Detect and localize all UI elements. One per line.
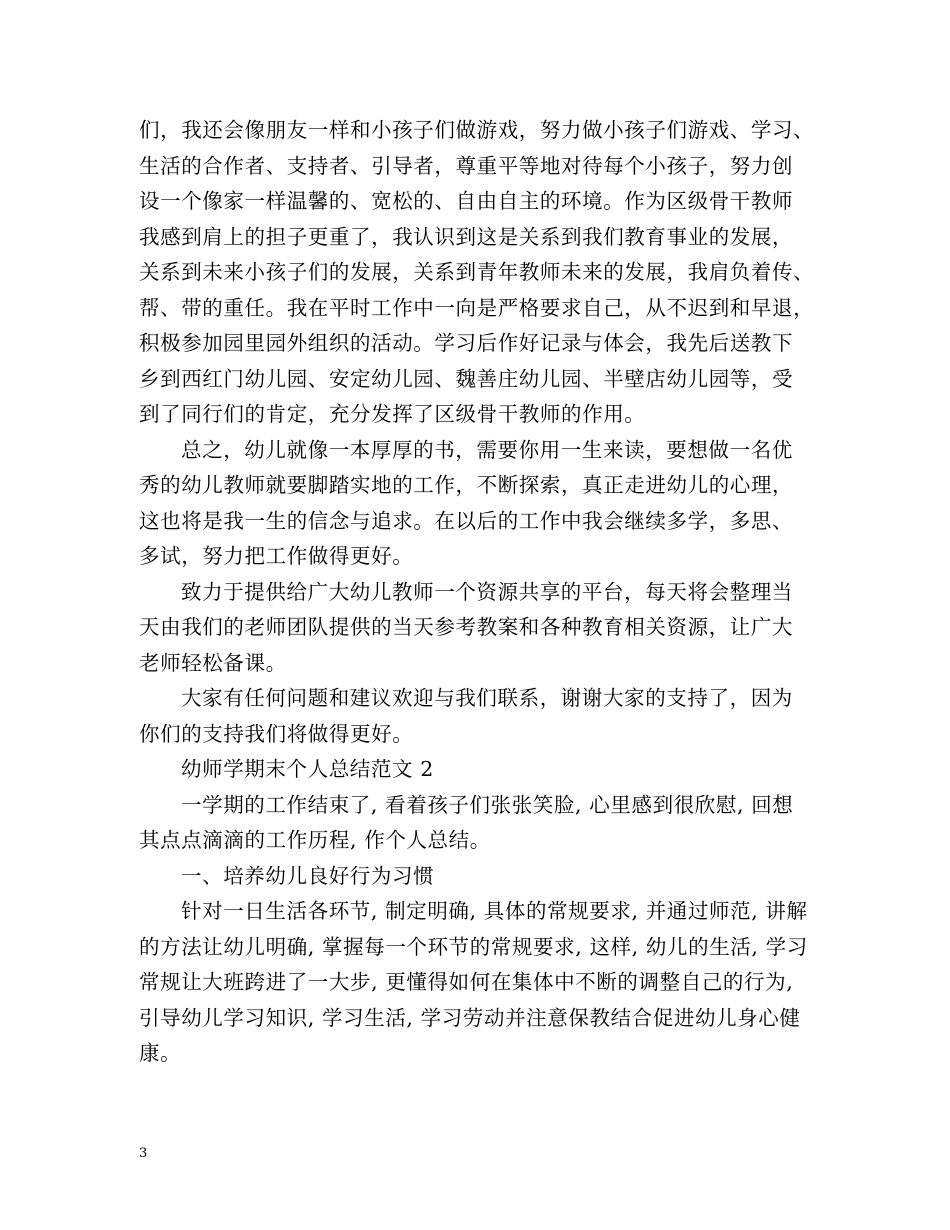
text-line: 生活的合作者、支持者、引导者，尊重平等地对待每个小孩子，努力创	[139, 153, 794, 178]
text-line: 你们的支持我们将做得更好。	[139, 721, 414, 746]
text-line: 引导幼儿学习知识, 学习生活, 学习劳动并注意保教结合促进幼儿身心健	[139, 1005, 801, 1030]
text-line: 大家有任何问题和建议欢迎与我们联系，谢谢大家的支持了，因为	[181, 686, 793, 710]
text-line: 秀的幼儿教师就要脚踏实地的工作，不断探索，真正走进幼儿的心理，	[139, 473, 794, 497]
text-line: 多试，努力把工作做得更好。	[139, 544, 414, 568]
text-line: 其点点滴滴的工作历程, 作个人总结。	[139, 828, 491, 852]
text-line: 这也将是我一生的信念与追求。在以后的工作中我会继续多学，多思、	[139, 508, 794, 533]
text-line: 幼师学期末个人总结范文 2	[181, 757, 434, 781]
text-line: 一学期的工作结束了, 看着孩子们张张笑脸, 心里感到很欣慰, 回想	[181, 792, 794, 817]
text-line: 乡到西红门幼儿园、安定幼儿园、魏善庄幼儿园、半壁店幼儿园等，受	[139, 366, 794, 391]
text-line: 到了同行们的肯定，充分发挥了区级骨干教师的作用。	[139, 402, 646, 426]
text-line: 积极参加园里园外组织的活动。学习后作好记录与体会，我先后送教下	[139, 331, 794, 355]
page-number: 3	[139, 1146, 148, 1161]
text-line: 我感到肩上的担子更重了，我认识到这是关系到我们教育事业的发展，	[139, 224, 794, 249]
body-text	[139, 113, 819, 1072]
text-line: 老师轻松备课。	[139, 650, 287, 675]
text-line: 康。	[139, 1041, 182, 1065]
text-line: 一、培养幼儿良好行为习惯	[181, 863, 435, 888]
text-line: 常规让大班跨进了一大步, 更懂得如何在集体中不断的调整自己的行为,	[139, 970, 794, 994]
text-line: 天由我们的老师团队提供的当天参考教案和各种教育相关资源，让广大	[139, 615, 794, 639]
text-line: 总之，幼儿就像一本厚厚的书，需要你用一生来读，要想做一名优	[181, 437, 793, 462]
text-line: 帮、带的重任。我在平时工作中一向是严格要求自己，从不迟到和早退，	[139, 295, 815, 320]
text-line: 关系到未来小孩子们的发展，关系到青年教师未来的发展，我肩负着传、	[139, 260, 815, 284]
text-line: 们，我还会像朋友一样和小孩子们做游戏，努力做小孩子们游戏、学习、	[139, 118, 815, 142]
text-line: 致力于提供给广大幼儿教师一个资源共享的平台，每天将会整理当	[181, 579, 793, 604]
text-line: 针对一日生活各环节, 制定明确, 具体的常规要求, 并通过师范, 讲解	[181, 899, 808, 923]
text-line: 的方法让幼儿明确, 掌握每一个环节的常规要求, 这样, 幼儿的生活, 学习	[139, 934, 808, 959]
text-line: 设一个像家一样温馨的、宽松的、自由自主的环境。作为区级骨干教师	[139, 189, 794, 213]
